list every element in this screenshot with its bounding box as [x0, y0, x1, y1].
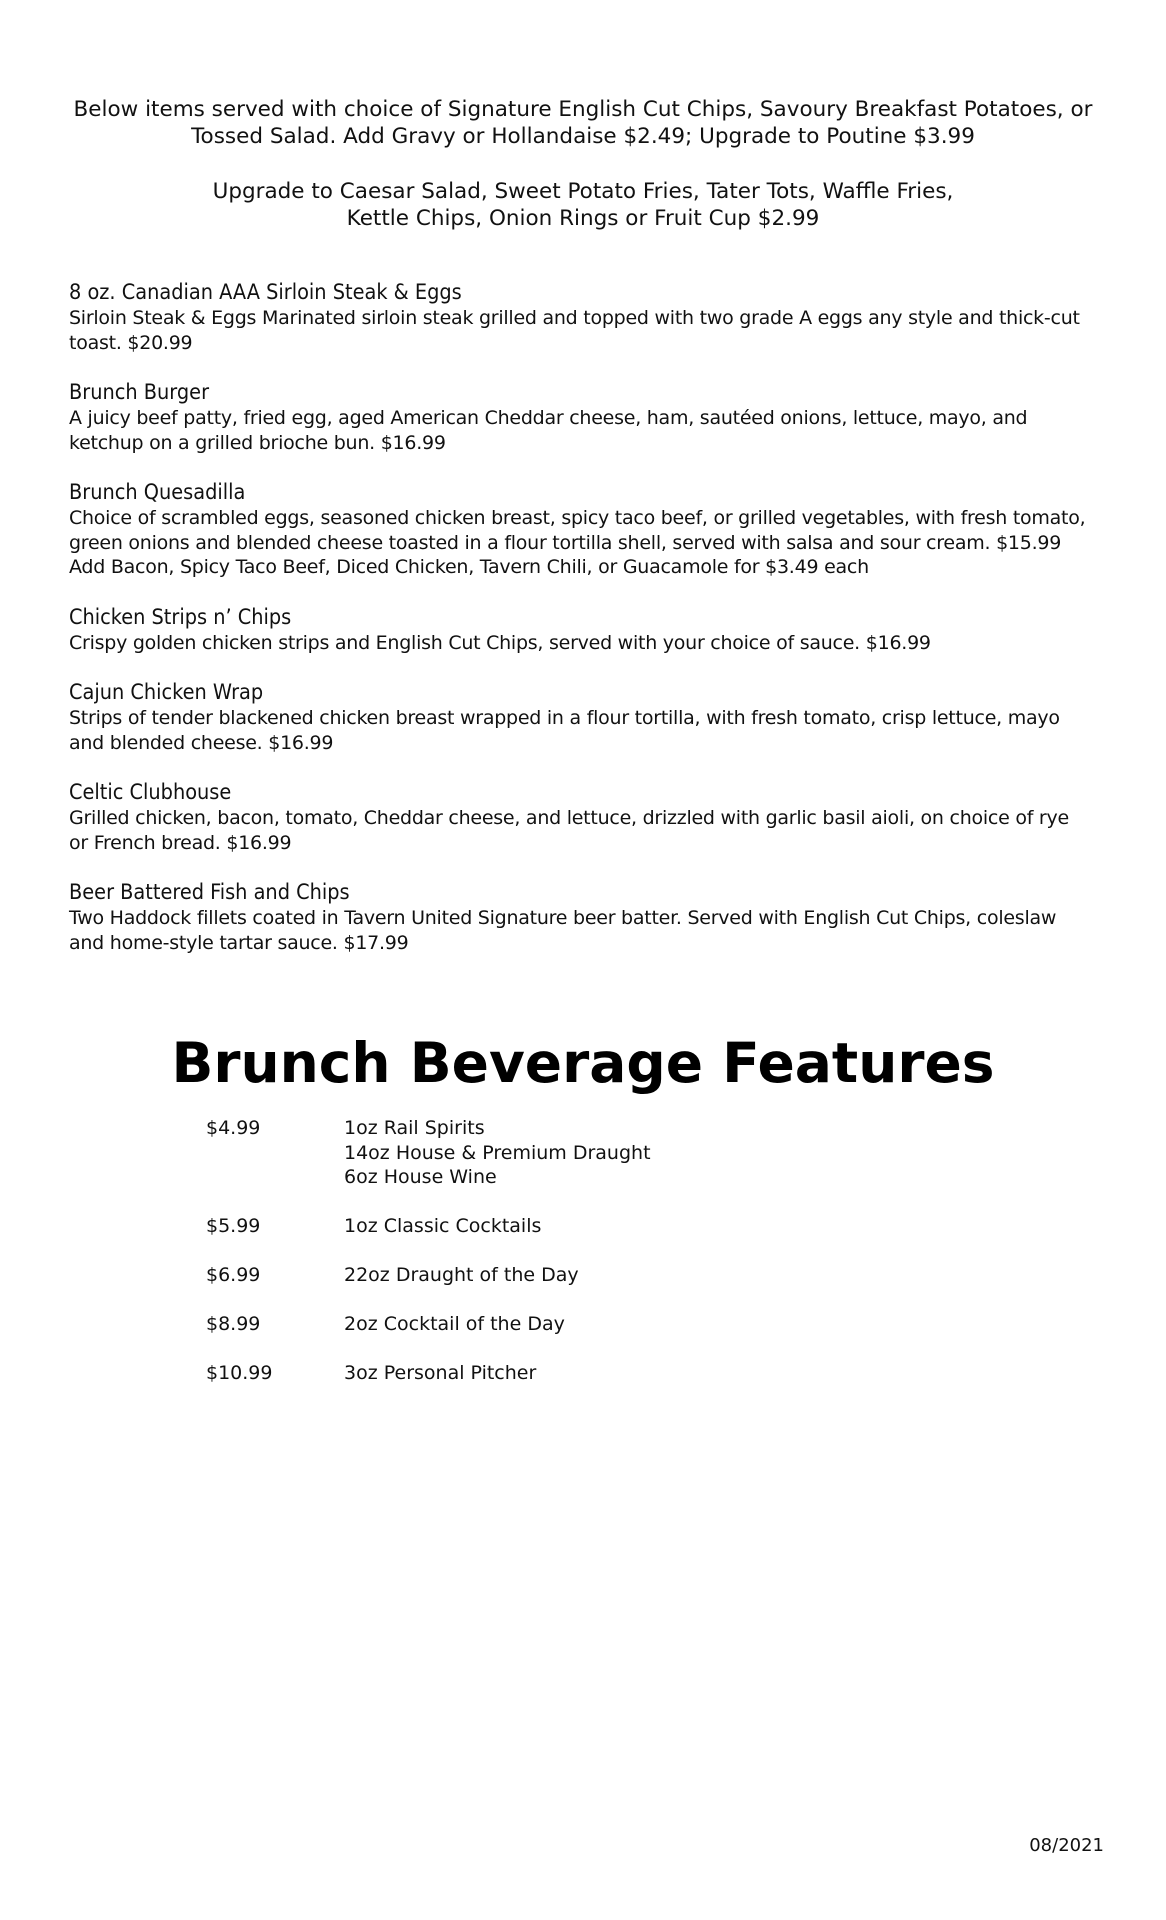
- menu-item-description-line: or French bread. $16.99: [69, 831, 292, 854]
- menu-item-description-line: Grilled chicken, bacon, tomato, Cheddar cheese, and lettuce, drizzled with garlic basil aioli, on choice of rye: [69, 807, 1069, 829]
- menu-item-description: [69, 706, 1109, 755]
- beverage-row: [206, 1116, 906, 1190]
- menu-item-description-line: and home-style tartar sauce. $17.99: [69, 931, 409, 954]
- menu-item-description-line: Crispy golden chicken strips and English Cut Chips, served with your choice of sauce. $16.99: [69, 631, 931, 654]
- menu-item-description-line: and blended cheese. $16.99: [69, 731, 334, 754]
- menu-items-list: [69, 280, 1109, 980]
- menu-item-description-line: Strips of tender blackened chicken breast wrapped in a flour tortilla, with fresh tomato, crisp lettuce, mayo: [69, 707, 1060, 729]
- menu-item: [69, 680, 1109, 755]
- beverage-items: [344, 1214, 541, 1239]
- menu-item: [69, 880, 1109, 955]
- beverage-features-list: [206, 1116, 906, 1410]
- menu-item: [69, 605, 1109, 656]
- menu-item-name: Cajun Chicken Wrap: [69, 680, 264, 705]
- beverage-item: 2oz Cocktail of the Day: [344, 1313, 565, 1335]
- menu-item-description-line: toast. $20.99: [69, 331, 193, 354]
- beverage-items: [344, 1312, 565, 1337]
- beverage-price: $4.99: [206, 1117, 261, 1139]
- beverage-price: $8.99: [206, 1313, 261, 1335]
- beverage-items: [344, 1263, 579, 1288]
- sides-note-line: Below items served with choice of Signature English Cut Chips, Savoury Breakfast Potatoes, or: [73, 97, 1093, 122]
- menu-item: [69, 480, 1109, 580]
- menu-item: [69, 780, 1109, 855]
- menu-item-name: 8 oz. Canadian AAA Sirloin Steak & Eggs: [69, 280, 462, 305]
- menu-item-description: [69, 306, 1109, 355]
- beverage-row: [206, 1361, 906, 1386]
- menu-item-description-line: Choice of scrambled eggs, seasoned chicken breast, spicy taco beef, or grilled vegetables, with fresh tomato,: [69, 507, 1086, 529]
- beverage-item: 1oz Rail Spirits: [344, 1117, 485, 1139]
- beverage-items: [344, 1361, 536, 1386]
- menu-item-description: [69, 506, 1109, 580]
- menu-item-name: Celtic Clubhouse: [69, 780, 232, 805]
- beverage-price: $6.99: [206, 1264, 261, 1286]
- beverage-row: [206, 1214, 906, 1239]
- menu-item-description: [69, 906, 1109, 955]
- beverage-item: 22oz Draught of the Day: [344, 1264, 579, 1286]
- upgrade-note: [60, 178, 1106, 232]
- beverage-items: [344, 1116, 651, 1190]
- menu-item-name: Chicken Strips n’ Chips: [69, 604, 292, 630]
- menu-item: [69, 380, 1109, 455]
- upgrade-note-line: Upgrade to Caesar Salad, Sweet Potato Fries, Tater Tots, Waffle Fries,: [212, 179, 954, 204]
- menu-item-description-line: green onions and blended cheese toasted in a flour tortilla shell, served with salsa and sour cream. $15.99: [69, 531, 1062, 554]
- beverage-features-title: Brunch Beverage Features: [171, 1031, 995, 1095]
- menu-item-name: Brunch Burger: [69, 380, 210, 405]
- upgrade-note-line: Kettle Chips, Onion Rings or Fruit Cup $2.99: [346, 206, 820, 231]
- menu-date: 08/2021: [1029, 1835, 1104, 1856]
- menu-item-description: [69, 806, 1109, 855]
- beverage-item: 14oz House & Premium Draught: [344, 1141, 651, 1164]
- menu-item-description-line: Add Bacon, Spicy Taco Beef, Diced Chicken, Tavern Chili, or Guacamole for $3.49 each: [69, 556, 869, 578]
- beverage-item: 6oz House Wine: [344, 1166, 497, 1188]
- beverage-price: $10.99: [206, 1362, 273, 1384]
- menu-item-description-line: Two Haddock fillets coated in Tavern United Signature beer batter. Served with English Cut Chips, coleslaw: [69, 907, 1057, 929]
- sides-note: [60, 96, 1106, 150]
- beverage-row: [206, 1312, 906, 1337]
- sides-note-line: Tossed Salad. Add Gravy or Hollandaise $2.49; Upgrade to Poutine $3.99: [191, 124, 975, 149]
- menu-item-description: [69, 406, 1109, 455]
- menu-item-description: [69, 631, 1109, 656]
- beverage-row: [206, 1263, 906, 1288]
- beverage-price: $5.99: [206, 1215, 261, 1237]
- menu-item-name: Brunch Quesadilla: [69, 480, 246, 505]
- beverage-item: 3oz Personal Pitcher: [344, 1362, 537, 1384]
- menu-item-description-line: A juicy beef patty, fried egg, aged American Cheddar cheese, ham, sautéed onions, lettuce, mayo, and: [69, 407, 1028, 429]
- menu-item-description-line: ketchup on a grilled brioche bun. $16.99: [69, 431, 446, 454]
- menu-item: [69, 280, 1109, 355]
- menu-item-description-line: Sirloin Steak & Eggs Marinated sirloin steak grilled and topped with two grade A eggs any style and thick-cut: [69, 307, 1080, 329]
- menu-item-name: Beer Battered Fish and Chips: [69, 880, 350, 905]
- beverage-item: 1oz Classic Cocktails: [344, 1215, 542, 1237]
